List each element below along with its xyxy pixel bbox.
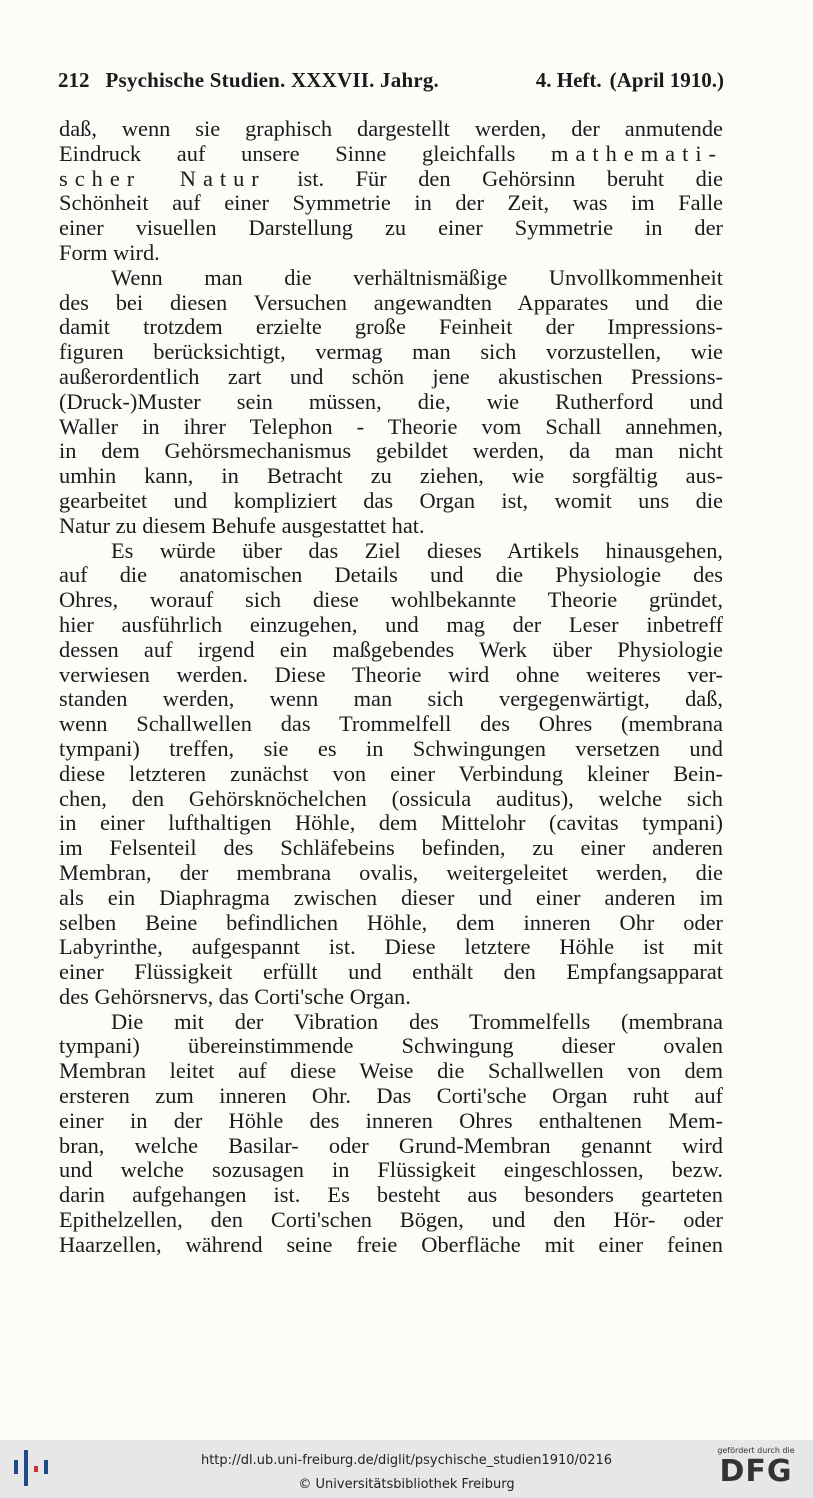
text-line	[59, 1059, 723, 1084]
text-segment: Waller in ihrer Telephon - Theorie vom Schall annehmen,	[59, 413, 723, 439]
text-segment: gearbeitet und kompliziert das Organ ist, womit uns die	[59, 487, 723, 513]
text-line	[59, 886, 723, 911]
text-line	[59, 911, 723, 936]
text-segment: Natur zu diesem Behufe ausgestattet hat.	[59, 512, 425, 538]
text-segment: dessen auf irgend ein maßgebendes Werk über Physiologie	[59, 636, 723, 662]
text-segment: Wenn man die verhältnismäßige Unvollkommenheit	[111, 264, 723, 290]
text-line	[59, 216, 723, 241]
text-segment: hier ausführlich einzugehen, und mag der Leser inbetreff	[59, 611, 723, 637]
text-segment: Schönheit auf einer Symmetrie in der Zeit, was im Falle	[59, 190, 723, 216]
text-segment: ersteren zum inneren Ohr. Das Corti'sche Organ ruht auf	[59, 1083, 723, 1109]
text-segment: umhin kann, in Betracht zu ziehen, wie sorgfältig aus-	[59, 463, 723, 489]
copyright-notice: © Universitätsbibliothek Freiburg	[298, 1477, 515, 1492]
text-segment: Membran leitet auf diese Weise die Schallwellen von dem	[59, 1058, 723, 1084]
text-line	[59, 687, 723, 712]
permalink-url[interactable]: http://dl.ub.uni-freiburg.de/diglit/psychische_studien1910/0216	[200, 1453, 613, 1468]
dfg-logo: DFG	[719, 1454, 793, 1489]
text-line	[59, 167, 723, 192]
running-header	[58, 68, 724, 93]
text-segment: Membran, der membrana ovalis, weitergeleitet werden, die	[59, 859, 723, 885]
text-line	[59, 1134, 723, 1159]
text-line	[59, 539, 723, 564]
text-line	[59, 1158, 723, 1183]
text-segment: Es würde über das Ziel dieses Artikels hinausgehen,	[111, 537, 723, 563]
text-segment: in dem Gehörsmechanismus gebildet werden, da man nicht	[59, 438, 723, 464]
text-line	[59, 1034, 723, 1059]
text-segment: selben Beine befindlichen Höhle, dem inneren Ohr oder	[59, 909, 723, 935]
text-line	[59, 1084, 723, 1109]
text-line	[59, 960, 723, 985]
issue-number: 4. Heft.	[535, 68, 602, 92]
text-segment: tympani) treffen, sie es in Schwingungen versetzen und	[59, 735, 723, 761]
text-segment: des Gehörsnervs, das Corti'sche Organ.	[59, 983, 411, 1009]
text-segment: standen werden, wenn man sich vergegenwärtigt, daß,	[59, 686, 723, 712]
spaced-emphasis: scher Natur	[59, 165, 266, 191]
text-segment: ist. Für den Gehörsinn beruht die	[265, 165, 723, 191]
issue-date: (April 1910.)	[609, 68, 724, 92]
text-line	[59, 291, 723, 316]
text-segment: Labyrinthe, aufgespannt ist. Diese letztere Höhle ist mit	[59, 934, 723, 960]
text-line	[59, 563, 723, 588]
text-segment: einer in der Höhle des inneren Ohres enthaltenen Mem-	[59, 1107, 723, 1133]
text-line	[59, 737, 723, 762]
text-segment: (Druck-)Muster sein müssen, die, wie Rutherford und	[59, 388, 723, 414]
text-line	[59, 861, 723, 886]
text-line	[59, 588, 723, 613]
text-segment: Ohres, worauf sich diese wohlbekannte Theorie gründet,	[59, 587, 723, 613]
text-segment: im Felsenteil des Schläfebeins befinden, zu einer anderen	[59, 835, 723, 861]
text-segment: Eindruck auf unsere Sinne gleichfalls	[59, 140, 552, 166]
text-line	[59, 415, 723, 440]
text-line	[59, 340, 723, 365]
text-line	[59, 241, 723, 266]
text-segment: daß, wenn sie graphisch dargestellt werden, der anmutende	[59, 116, 723, 141]
text-segment: des bei diesen Versuchen angewandten Apparates und die	[59, 289, 723, 315]
text-line	[59, 464, 723, 489]
text-line	[59, 489, 723, 514]
text-segment: Die mit der Vibration des Trommelfells (membrana	[111, 1008, 723, 1034]
text-line	[59, 712, 723, 737]
body-text	[59, 117, 723, 1258]
text-line	[59, 514, 723, 539]
text-segment: einer Flüssigkeit erfüllt und enthält den Empfangsapparat	[59, 959, 723, 985]
text-line	[59, 613, 723, 638]
text-segment: Epithelzellen, den Corti'schen Bögen, und den Hör- oder	[59, 1207, 723, 1233]
text-segment: damit trotzdem erzielte große Feinheit der Impressions-	[59, 314, 723, 340]
text-segment: als ein Diaphragma zwischen dieser und einer anderen im	[59, 884, 723, 910]
text-segment: verwiesen werden. Diese Theorie wird ohne weiteres ver-	[59, 661, 723, 687]
text-line	[59, 663, 723, 688]
text-segment: bran, welche Basilar- oder Grund-Membran genannt wird	[59, 1132, 723, 1158]
spaced-emphasis: mathemati-	[551, 140, 723, 166]
text-segment: und welche sozusagen in Flüssigkeit eingeschlossen, bezw.	[59, 1157, 723, 1183]
text-segment: auf die anatomischen Details und die Physiologie des	[59, 562, 723, 588]
text-line	[59, 762, 723, 787]
journal-title: Psychische Studien. XXXVII. Jahrg.	[105, 68, 439, 92]
text-line	[59, 117, 723, 142]
text-segment: diese letzteren zunächst von einer Verbindung kleiner Bein-	[59, 760, 723, 786]
text-segment: Haarzellen, während seine freie Oberfläche mit einer feinen	[59, 1231, 723, 1257]
text-line	[59, 787, 723, 812]
text-line	[59, 935, 723, 960]
text-line	[59, 142, 723, 167]
text-segment: außerordentlich zart und schön jene akustischen Pressions-	[59, 363, 723, 389]
text-segment: in einer lufthaltigen Höhle, dem Mittelohr (cavitas tympani)	[59, 810, 723, 836]
text-line	[59, 811, 723, 836]
text-segment: Form wird.	[59, 239, 160, 265]
text-segment: tympani) übereinstimmende Schwingung dieser ovalen	[59, 1033, 723, 1059]
text-line	[59, 1208, 723, 1233]
text-line	[59, 985, 723, 1010]
footer-bar	[0, 1440, 813, 1498]
page-number: 212	[58, 68, 90, 92]
text-segment: darin aufgehangen ist. Es besteht aus besonders gearteten	[59, 1182, 723, 1208]
text-line	[59, 1109, 723, 1134]
text-line	[59, 390, 723, 415]
text-line	[59, 1233, 723, 1258]
text-line	[59, 1183, 723, 1208]
text-segment: chen, den Gehörsknöchelchen (ossicula auditus), welche sich	[59, 785, 723, 811]
text-line	[59, 439, 723, 464]
text-line	[59, 1010, 723, 1035]
text-line	[59, 266, 723, 291]
text-segment: wenn Schallwellen das Trommelfell des Ohres (membrana	[59, 711, 723, 737]
text-line	[59, 836, 723, 861]
text-segment: einer visuellen Darstellung zu einer Symmetrie in der	[59, 215, 723, 241]
text-line	[59, 638, 723, 663]
text-line	[59, 365, 723, 390]
dfg-funding-note: gefördert durch die	[717, 1446, 795, 1455]
text-segment: figuren berücksichtigt, vermag man sich vorzustellen, wie	[59, 339, 723, 365]
text-line	[59, 315, 723, 340]
text-line	[59, 191, 723, 216]
